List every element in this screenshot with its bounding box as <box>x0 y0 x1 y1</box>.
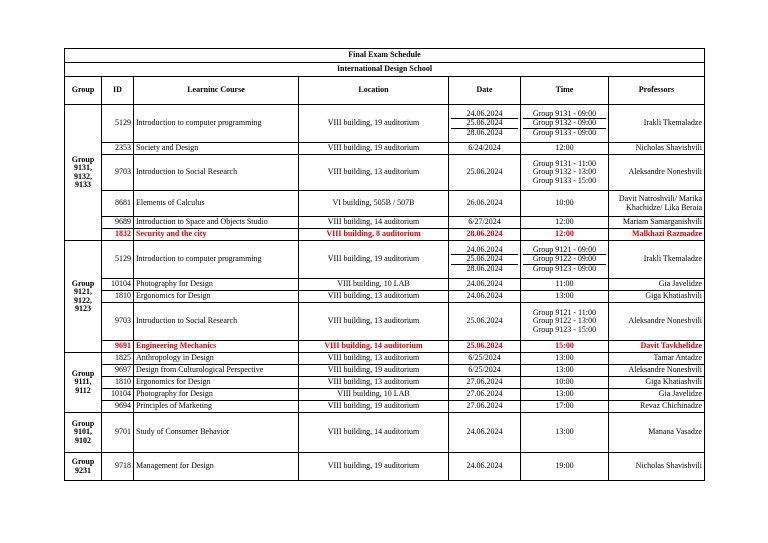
table-row <box>65 365 705 377</box>
course-id: 1810 <box>102 291 134 303</box>
professor: Aleksandre Noneshvili <box>609 155 705 191</box>
table-row <box>65 413 705 453</box>
course-name: Principles of Marketing <box>134 401 299 413</box>
location: VIII building, 13 auditorium <box>299 353 449 365</box>
course-id: 5129 <box>102 241 134 279</box>
exam-time-cell: 10:00 <box>521 191 609 217</box>
header-id: ID <box>102 77 134 105</box>
exam-time-cell: 19:00 <box>521 453 609 481</box>
professor: Aleksandre Noneshvili <box>609 303 705 341</box>
school-name: International Design School <box>65 63 705 77</box>
course-name: Introduction to computer programming <box>134 105 299 143</box>
course-id: 9703 <box>102 155 134 191</box>
exam-time: Group 9122 - 13:00 <box>532 316 597 326</box>
course-id: 1825 <box>102 353 134 365</box>
exam-date-cell: 6/27/2024 <box>449 217 521 229</box>
exam-date: 24.06.2024 <box>451 110 518 119</box>
professor: Gia Javelidze <box>609 389 705 401</box>
exam-date-cell <box>449 105 521 143</box>
course-name: Elements of Calculus <box>134 191 299 217</box>
group-cell: Group 9121, 9122, 9123 <box>65 241 102 353</box>
exam-date-cell <box>449 241 521 279</box>
course-id: 9691 <box>102 341 134 353</box>
exam-date-cell: 26.06.2024 <box>449 191 521 217</box>
course-id: 5129 <box>102 105 134 143</box>
exam-date-cell: 24.06.2024 <box>449 413 521 453</box>
exam-date-cell: 25.06.2024 <box>449 155 521 191</box>
header-time: Time <box>521 77 609 105</box>
table-row <box>65 105 705 143</box>
exam-time-cell: 12:00 <box>521 143 609 155</box>
professor: Tamar Antadze <box>609 353 705 365</box>
table-row <box>65 155 705 191</box>
location: VIII building, 13 auditorium <box>299 291 449 303</box>
course-name: Engineering Mechanics <box>134 341 299 353</box>
location: VIII building, 10 LAB <box>299 279 449 291</box>
exam-time-cell: 12:00 <box>521 217 609 229</box>
location: VIII building, 19 auditorium <box>299 365 449 377</box>
exam-date-cell: 6/25/2024 <box>449 353 521 365</box>
exam-date-cell: 24.06.2024 <box>449 453 521 481</box>
course-name: Ergonomics for Design <box>134 377 299 389</box>
exam-date-cell: 27.06.2024 <box>449 401 521 413</box>
professor: Nicholas Shavishvili <box>609 453 705 481</box>
exam-time: Group 9123 - 09:00 <box>532 263 597 273</box>
course-name: Study of Consumer Behavior <box>134 413 299 453</box>
location: VIII building, 19 auditorium <box>299 401 449 413</box>
exam-date-cell: 6/25/2024 <box>449 365 521 377</box>
professor: Gia Javelidze <box>609 279 705 291</box>
professor: Giga Khatiashvili <box>609 291 705 303</box>
professor: Irakli Tkemaladze <box>609 241 705 279</box>
course-name: Introduction to Social Research <box>134 155 299 191</box>
exam-time: Group 9123 - 15:00 <box>532 324 597 334</box>
exam-time: Group 9122 - 09:00 <box>523 255 606 264</box>
exam-time: Group 9132 - 13:00 <box>532 167 597 177</box>
exam-time: Group 9131 - 11:00 <box>532 158 597 168</box>
table-row <box>65 217 705 229</box>
professor: Davit Tavkhelidze <box>609 341 705 353</box>
table-row <box>65 229 705 241</box>
table-row <box>65 353 705 365</box>
table-row <box>65 377 705 389</box>
location: VIII building, 13 auditorium <box>299 303 449 341</box>
course-id: 9701 <box>102 413 134 453</box>
exam-time: Group 9131 - 09:00 <box>523 110 606 119</box>
professor: Giga Khatiashvili <box>609 377 705 389</box>
exam-time-cell <box>521 303 609 341</box>
course-id: 2353 <box>102 143 134 155</box>
exam-time-cell: 13:00 <box>521 353 609 365</box>
table-row <box>65 279 705 291</box>
header-course: Learninc Course <box>134 77 299 105</box>
course-name: Photography for Design <box>134 279 299 291</box>
location: VIII building, 19 auditorium <box>299 143 449 155</box>
exam-time-cell <box>521 105 609 143</box>
exam-time-cell <box>521 241 609 279</box>
course-name: Design from Culturological Perspective <box>134 365 299 377</box>
exam-time-cell: 11:00 <box>521 279 609 291</box>
exam-time-cell: 13:00 <box>521 365 609 377</box>
exam-date: 28.06.2024 <box>466 127 503 137</box>
table-row <box>65 303 705 341</box>
location: VIII building, 14 auditorium <box>299 413 449 453</box>
course-name: Society and Design <box>134 143 299 155</box>
exam-time-cell: 13:00 <box>521 413 609 453</box>
course-name: Anthropology in Design <box>134 353 299 365</box>
table-row <box>65 291 705 303</box>
exam-date-cell: 27.06.2024 <box>449 389 521 401</box>
table-row <box>65 191 705 217</box>
professor: Irakli Tkemaladze <box>609 105 705 143</box>
course-name: Security and the city <box>134 229 299 241</box>
exam-time-cell: 10:00 <box>521 377 609 389</box>
exam-date-cell: 28.06.2024 <box>449 229 521 241</box>
course-name: Ergonomics for Design <box>134 291 299 303</box>
location: VIII building, 13 auditorium <box>299 377 449 389</box>
exam-time: Group 9121 - 11:00 <box>532 307 597 317</box>
exam-date-cell: 6/24/2024 <box>449 143 521 155</box>
course-id: 9694 <box>102 401 134 413</box>
professor: Manana Vasadze <box>609 413 705 453</box>
header-date: Date <box>449 77 521 105</box>
group-cell: Group 9111, 9112 <box>65 353 102 413</box>
exam-date-cell: 24.06.2024 <box>449 279 521 291</box>
course-id: 1832 <box>102 229 134 241</box>
professor: Aleksandre Noneshvili <box>609 365 705 377</box>
exam-date: 25.06.2024 <box>451 119 518 128</box>
location: VI building, 505B / 507B <box>299 191 449 217</box>
course-name: Introduction to Space and Objects Studio <box>134 217 299 229</box>
header-professors: Professors <box>609 77 705 105</box>
group-cell: Group 9231 <box>65 453 102 481</box>
table-row <box>65 401 705 413</box>
course-id: 10104 <box>102 279 134 291</box>
header-location: Location <box>299 77 449 105</box>
professor: Malkhazi Razmadze <box>609 229 705 241</box>
course-id: 9697 <box>102 365 134 377</box>
course-name: Management for Design <box>134 453 299 481</box>
exam-time-cell <box>521 155 609 191</box>
exam-date-cell: 24.06.2024 <box>449 291 521 303</box>
table-row <box>65 143 705 155</box>
group-cell: Group 9131, 9132, 9133 <box>65 105 102 241</box>
location: VIII building, 19 auditorium <box>299 453 449 481</box>
location: VIII building, 14 auditorium <box>299 217 449 229</box>
exam-time: Group 9132 - 09:00 <box>523 119 606 128</box>
course-name: Introduction to computer programming <box>134 241 299 279</box>
table-row <box>65 453 705 481</box>
schedule-title: Final Exam Schedule <box>65 49 705 63</box>
course-id: 10104 <box>102 389 134 401</box>
table-row <box>65 341 705 353</box>
table-row <box>65 241 705 279</box>
professor: Revaz Chichinadze <box>609 401 705 413</box>
exam-time-cell: 15:00 <box>521 341 609 353</box>
location: VIII building, 13 auditorium <box>299 155 449 191</box>
professor: Davit Natroshvili/ Marika Khachidze/ Lika Beraia <box>609 191 705 217</box>
exam-time-cell: 12:00 <box>521 229 609 241</box>
table-row <box>65 389 705 401</box>
course-id: 9689 <box>102 217 134 229</box>
exam-time: Group 9121 - 09:00 <box>523 246 606 255</box>
header-group: Group <box>65 77 102 105</box>
course-id: 9703 <box>102 303 134 341</box>
exam-date-cell: 25.06.2024 <box>449 303 521 341</box>
location: VIII building, 8 auditorium <box>299 229 449 241</box>
exam-time-cell: 13:00 <box>521 389 609 401</box>
exam-date-cell: 25.06.2024 <box>449 341 521 353</box>
exam-date: 25.06.2024 <box>451 255 518 264</box>
exam-date: 24.06.2024 <box>451 246 518 255</box>
location: VIII building, 10 LAB <box>299 389 449 401</box>
exam-schedule-table <box>64 48 705 481</box>
course-id: 1810 <box>102 377 134 389</box>
location: VIII building, 14 auditorium <box>299 341 449 353</box>
exam-date: 28.06.2024 <box>466 263 503 273</box>
location: VIII building, 19 auditorium <box>299 241 449 279</box>
exam-time: Group 9133 - 09:00 <box>532 127 597 137</box>
exam-time-cell: 13:00 <box>521 291 609 303</box>
exam-time-cell: 17:00 <box>521 401 609 413</box>
course-name: Introduction to Social Research <box>134 303 299 341</box>
exam-time: Group 9133 - 15:00 <box>532 175 597 185</box>
group-cell: Group 9101, 9102 <box>65 413 102 453</box>
course-id: 9718 <box>102 453 134 481</box>
location: VIII building, 19 auditorium <box>299 105 449 143</box>
professor: Mariam Samarganishvili <box>609 217 705 229</box>
exam-date-cell: 27.06.2024 <box>449 377 521 389</box>
course-name: Photography for Design <box>134 389 299 401</box>
professor: Nicholas Shavishvili <box>609 143 705 155</box>
course-id: 8681 <box>102 191 134 217</box>
